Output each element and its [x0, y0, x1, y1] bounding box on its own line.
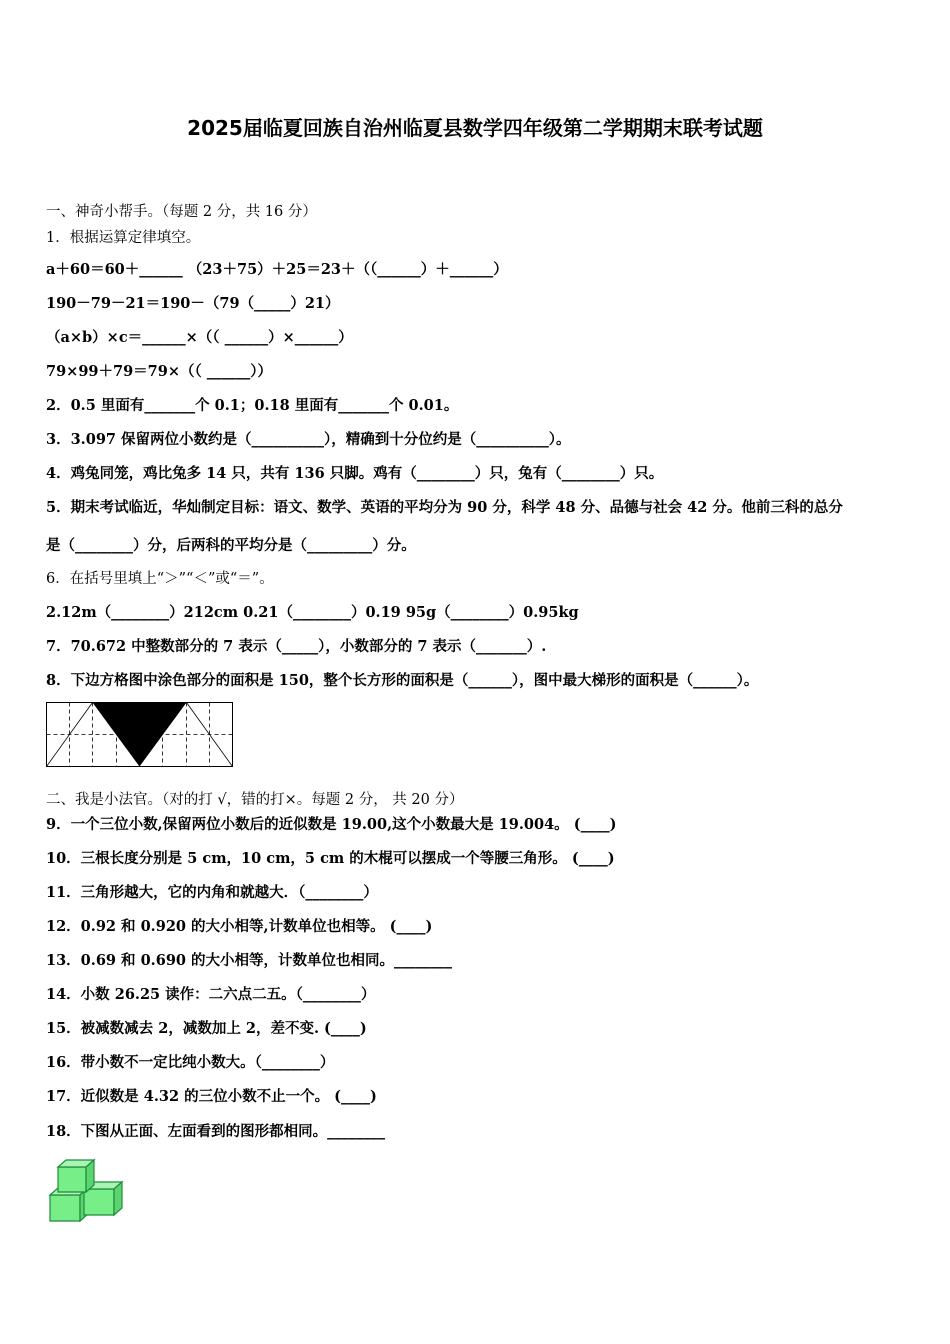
- question-1-item-b: 190－79－21＝190－（79（_____）21）: [46, 295, 340, 312]
- question-2: 2．0.5 里面有_______个 0.1；0.18 里面有_______个 0.01。: [46, 397, 459, 414]
- section-2-heading: 二、我是小法官。（对的打 √，错的打×。每题 2 分， 共 20 分）: [46, 792, 464, 808]
- question-6-prompt: 6．在括号里填上“＞”“＜”或“＝”。: [46, 571, 274, 587]
- question-4: 4．鸡兔同笼，鸡比兔多 14 只，共有 136 只脚。鸡有（________）只，兔有（________）只。: [46, 465, 664, 482]
- question-1-item-a: a＋60＝60＋______ （23＋75）＋25＝23＋（（______）＋______）: [46, 261, 508, 278]
- shaded-triangle: [93, 703, 187, 767]
- question-3: 3．3.097 保留两位小数约是（__________），精确到十分位约是（__________）。: [46, 431, 571, 448]
- question-17: 17．近似数是 4.32 的三位小数不止一个。 (____): [46, 1088, 377, 1105]
- question-12: 12．0.92 和 0.920 的大小相等,计数单位也相等。 (____): [46, 918, 433, 935]
- shaded-grid-figure: [46, 702, 234, 768]
- cube-top: [58, 1160, 94, 1192]
- question-5-line-2: 是（________）分，后两科的平均分是（_________）分。: [46, 537, 416, 554]
- cube-stack-figure: [46, 1155, 126, 1225]
- question-8: 8．下边方格图中涂色部分的面积是 150，整个长方形的面积是（______），图中最大梯形的面积是（______）。: [46, 672, 759, 689]
- page-title: 2025届临夏回族自治州临夏县数学四年级第二学期期末联考试题: [187, 116, 763, 140]
- question-6-items: 2.12m（________）212cm 0.21（________）0.19 95g（________）0.95kg: [46, 604, 579, 621]
- question-11: 11．三角形越大，它的内角和就越大．（________）: [46, 884, 378, 901]
- question-1-prompt: 1．根据运算定律填空。: [46, 230, 201, 246]
- question-18: 18．下图从正面、左面看到的图形都相同。________: [46, 1123, 386, 1140]
- section-1-heading: 一、神奇小帮手。（每题 2 分，共 16 分）: [46, 204, 317, 220]
- question-1-item-d: 79×99＋79＝79×（（ ______））: [46, 363, 273, 380]
- question-5-line-1: 5．期末考试临近，华灿制定目标：语文、数学、英语的平均分为 90 分，科学 48 分、品德与社会 42 分。他前三科的总分: [46, 499, 843, 516]
- question-13: 13．0.69 和 0.690 的大小相等，计数单位也相同。________: [46, 952, 453, 969]
- cube-bottom-left: [50, 1188, 88, 1221]
- question-9: 9．一个三位小数,保留两位小数后的近似数是 19.00,这个小数最大是 19.004。 (____): [46, 816, 617, 833]
- question-10: 10．三根长度分别是 5 cm，10 cm，5 cm 的木棍可以摆成一个等腰三角形。 (____): [46, 850, 615, 867]
- question-1-item-c: （a×b）×c＝______×（（ ______）×______）: [46, 329, 353, 346]
- question-14: 14．小数 26.25 读作：二六点二五。（________）: [46, 986, 376, 1003]
- question-15: 15．被减数减去 2，减数加上 2，差不变. (____): [46, 1020, 367, 1037]
- question-7: 7．70.672 中整数部分的 7 表示（_____），小数部分的 7 表示（_______）.: [46, 638, 547, 655]
- question-16: 16．带小数不一定比纯小数大。（________）: [46, 1054, 335, 1071]
